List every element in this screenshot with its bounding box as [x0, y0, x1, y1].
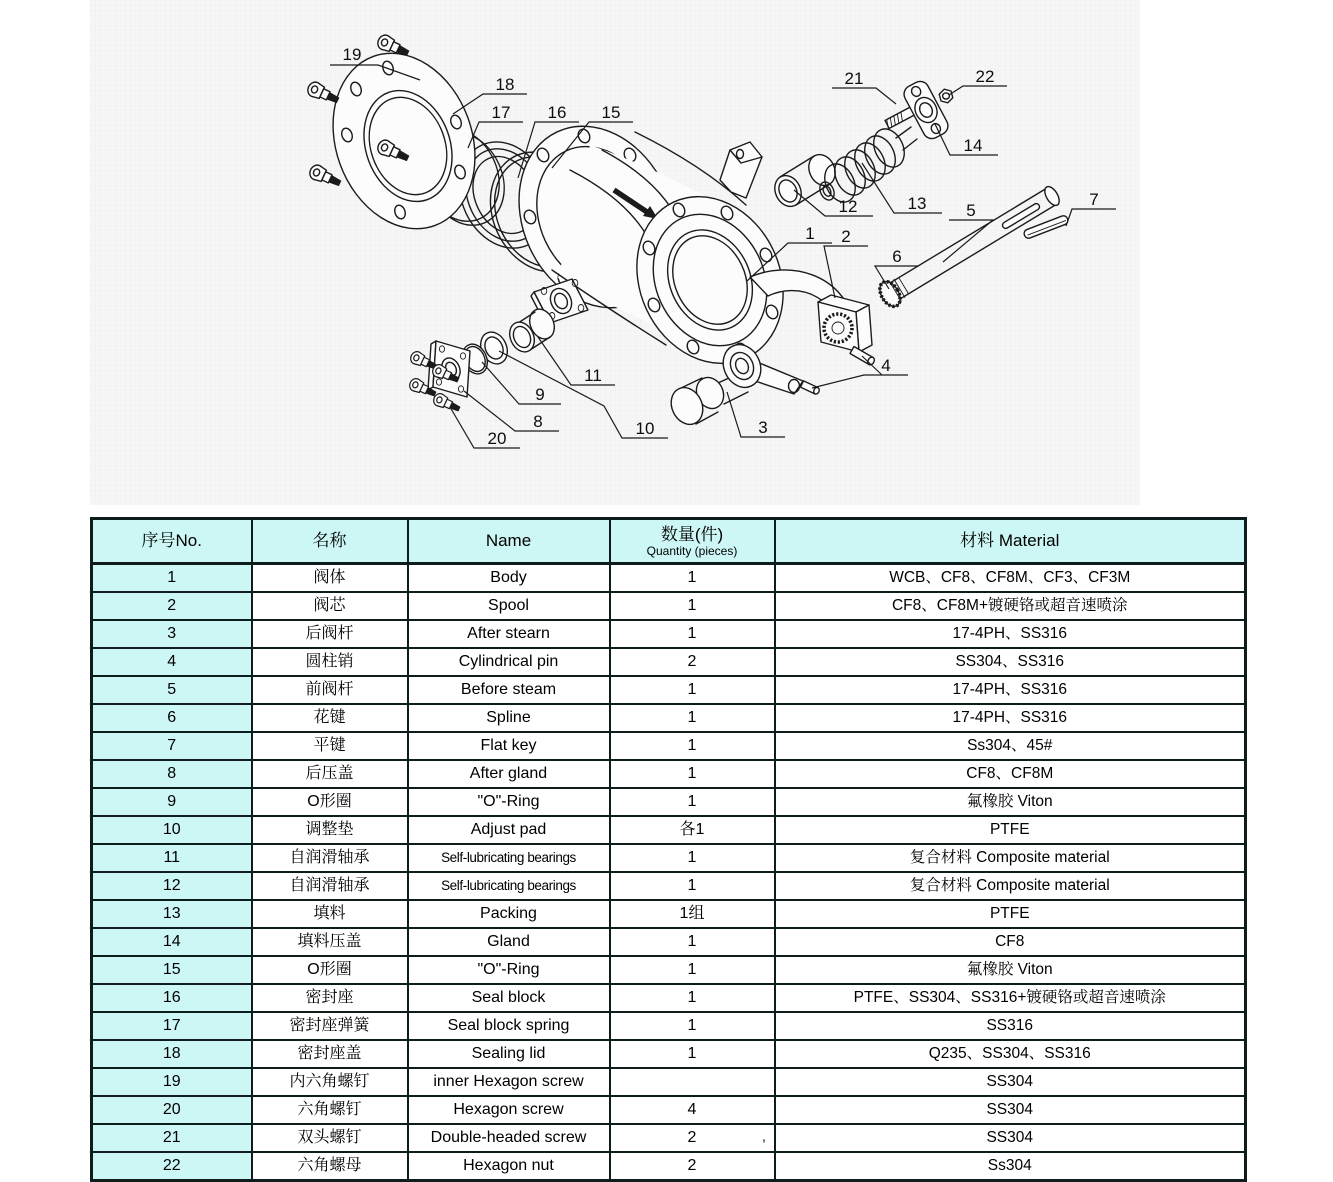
- cell-material: SS304: [775, 1068, 1246, 1096]
- cell-qty: 1: [610, 928, 775, 956]
- table-row: [92, 816, 1246, 844]
- callout-leader: [450, 407, 520, 448]
- callout-number: 2: [841, 227, 851, 246]
- cell-material: CF8、CF8M+镀硬铬或超音速喷涂: [775, 592, 1246, 620]
- cell-cn-name: 平键: [252, 732, 408, 760]
- callout-number: 10: [635, 419, 655, 438]
- col-header-qty: [610, 519, 775, 564]
- cell-en-name: Seal block: [408, 984, 610, 1012]
- stem-hub-part: [716, 338, 820, 395]
- cell-cn-name: O形圈: [252, 956, 408, 984]
- cell-no: 17: [92, 1012, 252, 1040]
- parts-table-header: [92, 519, 1246, 564]
- callout-number: 13: [907, 194, 927, 213]
- cell-material: 氟橡胶 Viton: [775, 956, 1246, 984]
- callout-number: 9: [535, 385, 545, 404]
- callout-leader: [482, 362, 561, 404]
- table-row: [92, 1068, 1246, 1096]
- callout-leader: [468, 122, 523, 148]
- cell-material: 复合材料 Composite material: [775, 844, 1246, 872]
- cell-qty: 2: [610, 1152, 775, 1181]
- cell-cn-name: 填料: [252, 900, 408, 928]
- cell-material: WCB、CF8、CF8M、CF3、CF3M: [775, 564, 1246, 593]
- cell-no: 11: [92, 844, 252, 872]
- cell-material: Ss304: [775, 1152, 1246, 1181]
- cell-en-name: Adjust pad: [408, 816, 610, 844]
- cell-en-name: Hexagon nut: [408, 1152, 610, 1181]
- callout-number: 5: [966, 201, 976, 220]
- cell-en-name: Spline: [408, 704, 610, 732]
- cell-en-name: After stearn: [408, 620, 610, 648]
- cell-qty: 1: [610, 704, 775, 732]
- cell-material: PTFE、SS304、SS316+镀硬铬或超音速喷涂: [775, 984, 1246, 1012]
- cell-en-name: "O"-Ring: [408, 788, 610, 816]
- col-header-cn-name: 名称: [252, 519, 408, 564]
- cell-cn-name: 六角螺钉: [252, 1096, 408, 1124]
- table-row: [92, 760, 1246, 788]
- table-row: [92, 788, 1246, 816]
- cell-material: 17-4PH、SS316: [775, 676, 1246, 704]
- col-header-material: 材料 Material: [775, 519, 1246, 564]
- cell-cn-name: 自润滑轴承: [252, 872, 408, 900]
- callout-number: 12: [838, 197, 858, 216]
- table-row: [92, 648, 1246, 676]
- table-row: [92, 956, 1246, 984]
- cell-cn-name: 填料压盖: [252, 928, 408, 956]
- callout-number: 3: [758, 418, 768, 437]
- hexagon-nut-part: [939, 89, 953, 103]
- cell-cn-name: 双头螺钉: [252, 1124, 408, 1152]
- cell-no: 13: [92, 900, 252, 928]
- callout-number: 17: [491, 103, 511, 122]
- cell-cn-name: 后压盖: [252, 760, 408, 788]
- cell-qty: 1: [610, 676, 775, 704]
- cell-material: SS304、SS316: [775, 648, 1246, 676]
- cell-cn-name: 阀体: [252, 564, 408, 593]
- table-row: [92, 844, 1246, 872]
- table-row: [92, 704, 1246, 732]
- callout-number: 11: [584, 366, 602, 385]
- callout-leader: [812, 375, 908, 388]
- cell-cn-name: 调整垫: [252, 816, 408, 844]
- cell-material: CF8: [775, 928, 1246, 956]
- table-row: [92, 1012, 1246, 1040]
- cell-no: 6: [92, 704, 252, 732]
- table-row: [92, 872, 1246, 900]
- cell-cn-name: 六角螺母: [252, 1152, 408, 1181]
- qty-header-line1: 数量(件): [660, 525, 724, 545]
- cell-qty: 1: [610, 592, 775, 620]
- cell-en-name: Cylindrical pin: [408, 648, 610, 676]
- table-row: [92, 564, 1246, 593]
- cell-material: PTFE: [775, 900, 1246, 928]
- cell-qty: 1: [610, 564, 775, 593]
- cell-qty: 1: [610, 984, 775, 1012]
- cell-qty: 1: [610, 956, 775, 984]
- cell-no: 9: [92, 788, 252, 816]
- cell-no: 10: [92, 816, 252, 844]
- cell-material: CF8、CF8M: [775, 760, 1246, 788]
- cell-en-name: "O"-Ring: [408, 956, 610, 984]
- cell-qty: 1: [610, 844, 775, 872]
- cell-no: 18: [92, 1040, 252, 1068]
- callout-number: 15: [601, 103, 621, 122]
- parts-table: [90, 517, 1247, 1182]
- cell-en-name: inner Hexagon screw: [408, 1068, 610, 1096]
- cell-material: Q235、SS304、SS316: [775, 1040, 1246, 1068]
- table-row: [92, 1124, 1246, 1152]
- cell-material: 17-4PH、SS316: [775, 704, 1246, 732]
- table-row: [92, 900, 1246, 928]
- callout-number: 19: [342, 45, 362, 64]
- cell-material: SS316: [775, 1012, 1246, 1040]
- bearing-bushing-part: [770, 150, 840, 211]
- callout-number: 18: [495, 75, 515, 94]
- exploded-view-diagram: [90, 0, 1140, 505]
- cell-qty: 4: [610, 1096, 775, 1124]
- flat-key-part: [1023, 215, 1069, 240]
- col-header-en-name: Name: [408, 519, 610, 564]
- cell-qty: 1: [610, 760, 775, 788]
- cell-en-name: Body: [408, 564, 610, 593]
- callout-number: 8: [533, 412, 543, 431]
- cell-no: 5: [92, 676, 252, 704]
- table-row: [92, 984, 1246, 1012]
- cell-no: 22: [92, 1152, 252, 1181]
- callout-number: 6: [892, 247, 902, 266]
- cell-no: 3: [92, 620, 252, 648]
- callout-number: 21: [844, 69, 864, 88]
- spline-part: [876, 274, 911, 310]
- cell-qty: 各1: [610, 816, 775, 844]
- callout-number: 7: [1089, 190, 1099, 209]
- cell-material: Ss304、45#: [775, 732, 1246, 760]
- qty-header-line2: Quantity (pieces): [646, 543, 738, 558]
- cell-cn-name: 密封座: [252, 984, 408, 1012]
- callout-leader: [464, 391, 559, 431]
- cell-en-name: Seal block spring: [408, 1012, 610, 1040]
- cell-cn-name: 密封座弹簧: [252, 1012, 408, 1040]
- callout-number: 14: [963, 136, 983, 155]
- callout-number: 22: [975, 67, 995, 86]
- cell-en-name: Before steam: [408, 676, 610, 704]
- cell-qty: 1: [610, 620, 775, 648]
- cell-cn-name: 圆柱销: [252, 648, 408, 676]
- cell-qty: 2: [610, 648, 775, 676]
- cell-cn-name: 自润滑轴承: [252, 844, 408, 872]
- callout-leader: [943, 220, 993, 262]
- cell-en-name: Hexagon screw: [408, 1096, 610, 1124]
- cell-material: 17-4PH、SS316: [775, 620, 1246, 648]
- cell-material: 复合材料 Composite material: [775, 872, 1246, 900]
- table-row: [92, 732, 1246, 760]
- cell-en-name: Sealing lid: [408, 1040, 610, 1068]
- cell-no: 19: [92, 1068, 252, 1096]
- cell-en-name: Packing: [408, 900, 610, 928]
- table-row: [92, 1040, 1246, 1068]
- cell-no: 21: [92, 1124, 252, 1152]
- cell-en-name: After gland: [408, 760, 610, 788]
- parts-table-body: [92, 564, 1246, 1181]
- cell-no: 20: [92, 1096, 252, 1124]
- diagram-svg: [90, 0, 1140, 505]
- cell-en-name: Self-lubricating bearings: [408, 844, 610, 872]
- cell-qty: 1组: [610, 900, 775, 928]
- cell-en-name: Flat key: [408, 732, 610, 760]
- cell-material: SS304: [775, 1124, 1246, 1152]
- cell-no: 15: [92, 956, 252, 984]
- callout-number: 1: [805, 224, 815, 243]
- cell-cn-name: 内六角螺钉: [252, 1068, 408, 1096]
- cell-no: 14: [92, 928, 252, 956]
- cell-no: 8: [92, 760, 252, 788]
- cell-en-name: Spool: [408, 592, 610, 620]
- callout-leader: [949, 86, 1007, 95]
- table-row: [92, 928, 1246, 956]
- cell-qty: 1: [610, 732, 775, 760]
- table-row: [92, 676, 1246, 704]
- callout-leader: [1066, 209, 1116, 226]
- cell-en-name: Self-lubricating bearings: [408, 872, 610, 900]
- cell-material: 氟橡胶 Viton: [775, 788, 1246, 816]
- table-row: [92, 1096, 1246, 1124]
- cell-material: PTFE: [775, 816, 1246, 844]
- cell-en-name: Double-headed screw: [408, 1124, 610, 1152]
- table-row: [92, 1152, 1246, 1181]
- callout-number: 20: [487, 429, 507, 448]
- cell-cn-name: 前阀杆: [252, 676, 408, 704]
- callout-number: 4: [881, 356, 891, 375]
- table-row: [92, 620, 1246, 648]
- cell-qty: 2: [610, 1124, 775, 1152]
- cell-qty: 1: [610, 1012, 775, 1040]
- cell-qty: 1: [610, 1040, 775, 1068]
- table-row: [92, 592, 1246, 620]
- cell-material: SS304: [775, 1096, 1246, 1124]
- stray-mark: ,: [762, 1128, 766, 1144]
- col-header-no: 序号No.: [92, 519, 252, 564]
- cell-no: 16: [92, 984, 252, 1012]
- cell-qty: 1: [610, 872, 775, 900]
- cell-cn-name: O形圈: [252, 788, 408, 816]
- cell-cn-name: 阀芯: [252, 592, 408, 620]
- callout-leader: [832, 88, 896, 104]
- cell-qty: [610, 1068, 775, 1096]
- cell-no: 4: [92, 648, 252, 676]
- cell-en-name: Gland: [408, 928, 610, 956]
- callout-number: 16: [547, 103, 567, 122]
- cell-no: 1: [92, 564, 252, 593]
- cell-cn-name: 花键: [252, 704, 408, 732]
- cell-no: 7: [92, 732, 252, 760]
- cell-no: 12: [92, 872, 252, 900]
- cell-no: 2: [92, 592, 252, 620]
- cell-cn-name: 密封座盖: [252, 1040, 408, 1068]
- cell-cn-name: 后阀杆: [252, 620, 408, 648]
- cell-qty: 1: [610, 788, 775, 816]
